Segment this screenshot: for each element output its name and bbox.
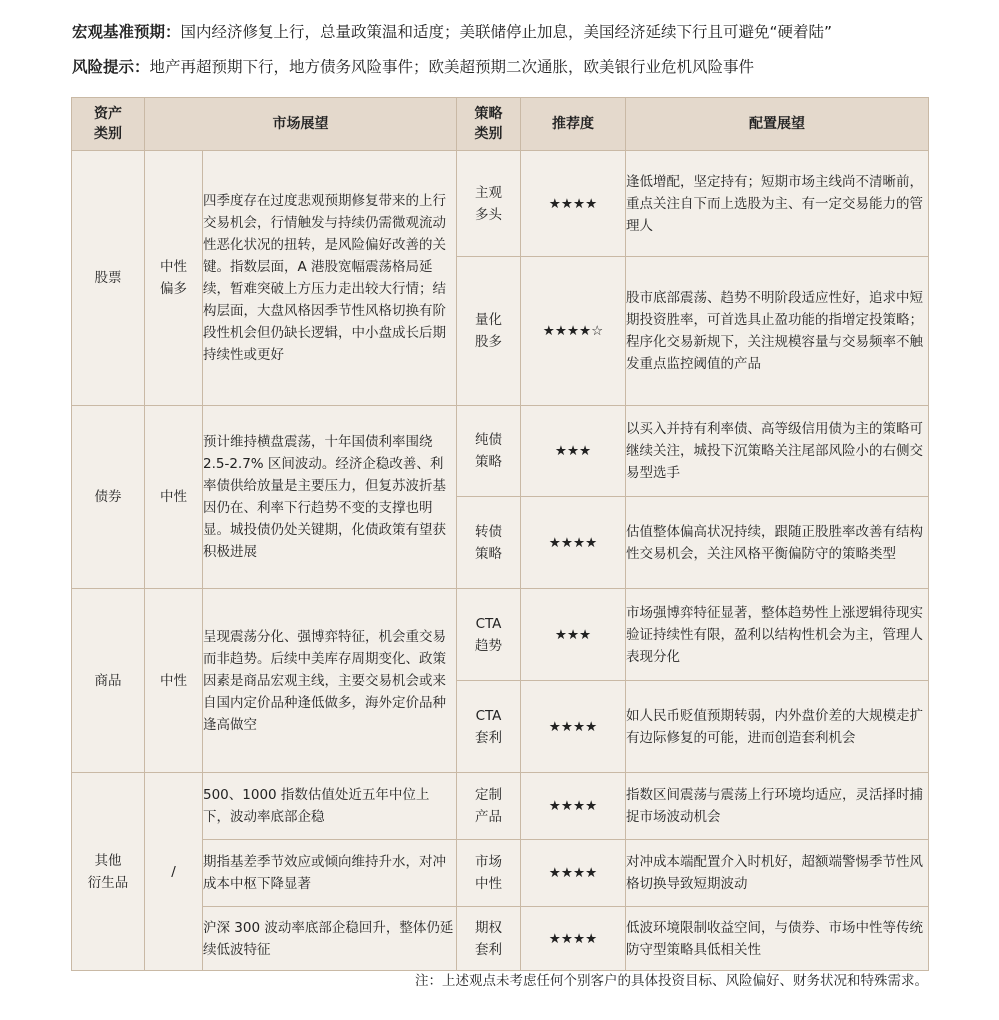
rating-stars: ★★★★☆ bbox=[521, 257, 626, 406]
risk-label: 风险提示： bbox=[72, 58, 150, 76]
macro-label: 宏观基准预期： bbox=[72, 23, 181, 41]
allocation-cell: 逢低增配，坚定持有；短期市场主线尚不清晰前，重点关注自下而上选股为主、有一定交易能力的管理人 bbox=[626, 151, 929, 257]
risk-text: 地产再超预期下行，地方债务风险事件；欧美超预期二次通胀，欧美银行业危机风险事件 bbox=[149, 58, 755, 76]
header-strategy-class: 策略 类别 bbox=[457, 98, 521, 151]
rating-stars: ★★★★ bbox=[521, 497, 626, 589]
allocation-cell: 以买入并持有利率债、高等级信用债为主的策略可继续关注，城投下沉策略关注尾部风险小的右侧交易型选手 bbox=[626, 406, 929, 497]
strategy-cell: 期权 套利 bbox=[457, 907, 521, 971]
header-allocation-outlook: 配置展望 bbox=[626, 98, 929, 151]
asset-bond: 债券 bbox=[72, 406, 145, 589]
table-header-row bbox=[72, 98, 929, 151]
strategy-cell: 量化 股多 bbox=[457, 257, 521, 406]
header-market-outlook: 市场展望 bbox=[145, 98, 457, 151]
rating-stars: ★★★ bbox=[521, 589, 626, 681]
rating-stars: ★★★ bbox=[521, 406, 626, 497]
header-asset-class: 资产 类别 bbox=[72, 98, 145, 151]
allocation-cell: 对冲成本端配置介入时机好，超额端警惕季节性风格切换导致短期波动 bbox=[626, 840, 929, 907]
allocation-cell: 低波环境限制收益空间，与债券、市场中性等传统防守型策略具低相关性 bbox=[626, 907, 929, 971]
strategy-cell: 转债 策略 bbox=[457, 497, 521, 589]
strategy-cell: 纯债 策略 bbox=[457, 406, 521, 497]
asset-stock: 股票 bbox=[72, 151, 145, 406]
rating-stars: ★★★★ bbox=[521, 907, 626, 971]
outlook-bond: 预计维持横盘震荡，十年国债利率围绕 2.5-2.7% 区间波动。经济企稳改善、利率债供给放量是主要压力，但复苏波折基因仍在、利率下行趋势不变的支撑也明显。城投债仍处关键期，化债政策有望获积极进展 bbox=[203, 406, 457, 589]
allocation-cell: 估值整体偏高状况持续，跟随正股胜率改善有结构性交易机会，关注风格平衡偏防守的策略类型 bbox=[626, 497, 929, 589]
view-bond: 中性 bbox=[145, 406, 203, 589]
table-row bbox=[72, 589, 929, 681]
rating-stars: ★★★★ bbox=[521, 681, 626, 773]
strategy-cell: 主观 多头 bbox=[457, 151, 521, 257]
allocation-table bbox=[71, 97, 929, 971]
outlook-derivatives: 期指基差季节效应或倾向维持升水，对冲成本中枢下降显著 bbox=[203, 840, 457, 907]
outlook-commodity: 呈现震荡分化、强博弈特征，机会重交易而非趋势。后续中美库存周期变化、政策因素是商品宏观主线，主要交易机会或来自国内定价品种逢低做多，海外定价品种逢高做空 bbox=[203, 589, 457, 773]
strategy-cell: 定制 产品 bbox=[457, 773, 521, 840]
outlook-stock: 四季度存在过度悲观预期修复带来的上行交易机会，行情触发与持续仍需微观流动性恶化状况的扭转，是风险偏好改善的关键。指数层面，A 港股宽幅震荡格局延续，暂难突破上方压力走出较大行情；结构层面，大盘风格因季节性风格切换有阶段性机会但仍缺长逻辑，中小盘成长后期持续性或更好 bbox=[203, 151, 457, 406]
macro-expectation-line bbox=[72, 22, 832, 42]
table-row bbox=[72, 773, 929, 840]
macro-text: 国内经济修复上行，总量政策温和适度；美联储停止加息，美国经济延续下行且可避免“硬着陆” bbox=[180, 23, 833, 41]
asset-derivatives: 其他 衍生品 bbox=[72, 773, 145, 971]
footnote: 注：上述观点未考虑任何个别客户的具体投资目标、风险偏好、财务状况和特殊需求。 bbox=[415, 973, 928, 989]
strategy-cell: 市场 中性 bbox=[457, 840, 521, 907]
allocation-cell: 如人民币贬值预期转弱，内外盘价差的大规模走扩有边际修复的可能，进而创造套利机会 bbox=[626, 681, 929, 773]
table-row bbox=[72, 151, 929, 257]
table-row bbox=[72, 406, 929, 497]
rating-stars: ★★★★ bbox=[521, 773, 626, 840]
view-derivatives: / bbox=[145, 773, 203, 971]
view-commodity: 中性 bbox=[145, 589, 203, 773]
rating-stars: ★★★★ bbox=[521, 151, 626, 257]
strategy-cell: CTA 趋势 bbox=[457, 589, 521, 681]
risk-warning-line bbox=[72, 57, 754, 77]
rating-stars: ★★★★ bbox=[521, 840, 626, 907]
header-rating: 推荐度 bbox=[521, 98, 626, 151]
allocation-cell: 市场强博弈特征显著，整体趋势性上涨逻辑待现实验证持续性有限，盈利以结构性机会为主，管理人表现分化 bbox=[626, 589, 929, 681]
allocation-cell: 指数区间震荡与震荡上行环境均适应，灵活择时捕捉市场波动机会 bbox=[626, 773, 929, 840]
outlook-derivatives: 500、1000 指数估值处近五年中位上下，波动率底部企稳 bbox=[203, 773, 457, 840]
outlook-derivatives: 沪深 300 波动率底部企稳回升，整体仍延续低波特征 bbox=[203, 907, 457, 971]
allocation-cell: 股市底部震荡、趋势不明阶段适应性好，追求中短期投资胜率，可首选具止盈功能的指增定投策略；程序化交易新规下，关注规模容量与交易频率不触发重点监控阈值的产品 bbox=[626, 257, 929, 406]
view-stock: 中性 偏多 bbox=[145, 151, 203, 406]
asset-commodity: 商品 bbox=[72, 589, 145, 773]
strategy-cell: CTA 套利 bbox=[457, 681, 521, 773]
